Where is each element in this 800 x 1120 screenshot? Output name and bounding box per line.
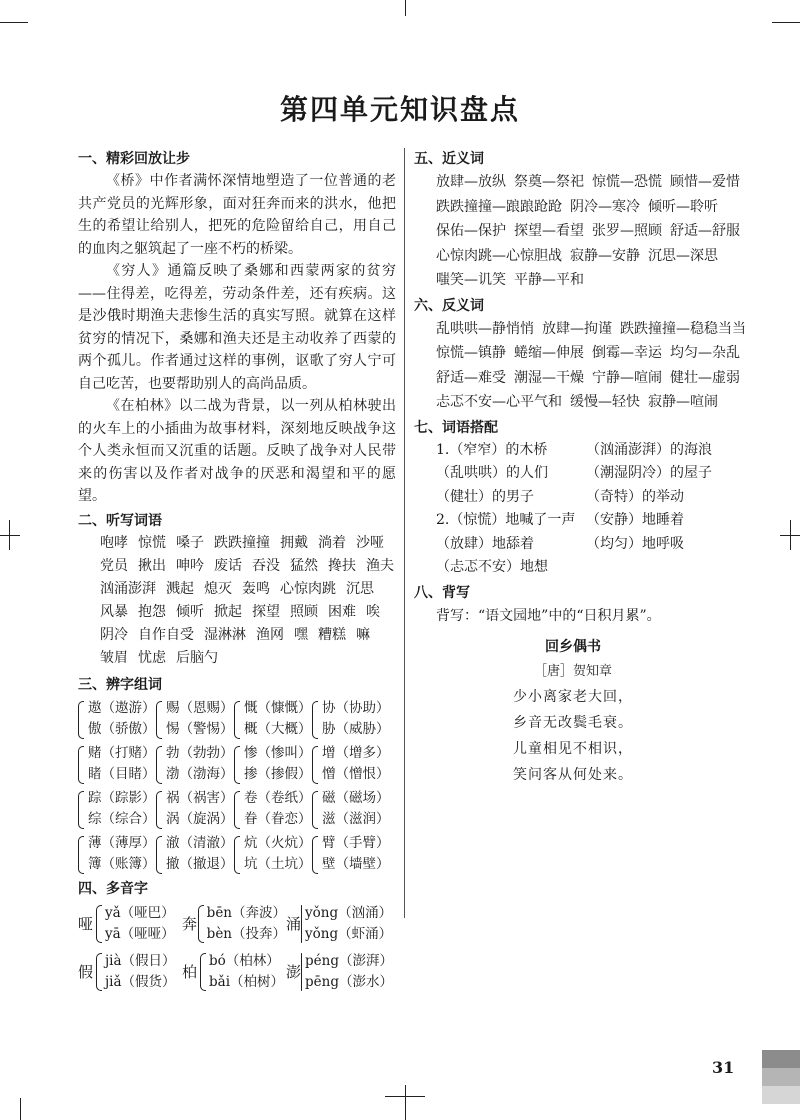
char-pair: [234, 788, 312, 831]
char-pair: [312, 743, 390, 786]
char-pair: [156, 743, 234, 786]
dictation-row: [78, 555, 396, 578]
synonym-pair: 探望—看望: [514, 223, 584, 239]
synonym-pair: 平静—平和: [514, 272, 584, 288]
dictation-word: 废话: [214, 557, 242, 574]
pair-word: 遨（遨游）: [88, 699, 156, 716]
polyphone-readings: [305, 903, 392, 945]
pair-word: 胁（威胁）: [322, 720, 390, 737]
dictation-word: 渔网: [256, 626, 284, 643]
pair-word: 掺（掺假）: [244, 765, 312, 782]
crop-mark-left-mid-h: [0, 535, 20, 536]
polyphone-reading: bèn（投奔）: [206, 925, 286, 942]
antonym-list: [414, 317, 746, 415]
polyphone-readings: [105, 951, 176, 993]
char-pair: [234, 833, 312, 876]
char-pairs-grid: [78, 698, 396, 876]
antonym-pair: 潮湿—干燥: [514, 369, 584, 386]
collocation-item: （忐忑不安）地想: [436, 559, 548, 575]
polyphone-reading: bēn（奔波）: [206, 904, 286, 921]
antonym-pair: 宁静—喧闹: [592, 369, 662, 386]
pair-word: 磁（磁场）: [322, 789, 390, 806]
collocation-row: [414, 509, 732, 533]
section5-heading: 五、近义词: [414, 151, 484, 167]
synonym-pair: 沉思—深思: [648, 247, 718, 264]
synonym-list: [414, 170, 740, 293]
polyphone-readings: [105, 903, 175, 945]
antonym-pair: 蜷缩—伸展: [514, 345, 584, 361]
pair-word: 傲（骄傲）: [88, 720, 156, 737]
poem-author: ［唐］贺知章: [533, 664, 612, 679]
dictation-word: 惊慌: [138, 534, 166, 551]
polyphone-item: [78, 950, 182, 994]
collocation-item: （安静）地睡着: [586, 512, 684, 528]
pair-word: 协（协助）: [322, 699, 390, 716]
brace-icon: [312, 791, 318, 829]
synonym-pair: 阴冷—寒冷: [570, 198, 640, 215]
pair-word: 概（大概）: [244, 720, 312, 737]
crop-mark-left-mid-v: [9, 520, 10, 550]
crop-mark-bottom-left-v: [20, 1098, 21, 1120]
dictation-word: 糟糕: [318, 626, 346, 643]
polyphone-readings: [305, 951, 393, 993]
dictation-word: 嘛: [356, 626, 370, 643]
brace-icon: [312, 746, 318, 784]
char-pair: [234, 698, 312, 741]
pair-word: 滋（滋润）: [322, 810, 390, 827]
brace-icon: [200, 953, 206, 991]
char-pair: [156, 833, 234, 876]
crop-mark-top-right-h: [772, 22, 800, 23]
polyphone-reading: pēng（澎水）: [305, 973, 393, 990]
collocation-item: （放肆）地舔着: [436, 535, 534, 552]
poem: [414, 634, 732, 788]
right-column: [414, 148, 746, 788]
char-pair: [156, 698, 234, 741]
polyphone-char: 柏: [182, 963, 198, 981]
crop-mark-top-left-h: [0, 22, 28, 23]
section1-paragraph: 《穷人》通篇反映了桑娜和西蒙两家的贫穷——住得差，吃得差，劳动条件差，还有疾病。这是沙俄时期渔夫悲惨生活的真实写照。就算在这样贫穷的情况下，桑娜和渔夫还是主动收养了西蒙的两个孤儿。作者通过这样的事例，讴歌了穷人宁可自己吃苦，也要帮助别人的高尚品质。: [78, 263, 396, 392]
pair-word: 睹（目睹）: [88, 765, 156, 782]
dictation-word: 咆哮: [100, 534, 128, 551]
synonym-pair: 祭奠—祭祀: [514, 174, 584, 190]
pair-word: 澈（清澈）: [166, 834, 234, 851]
poem-line: 笑问客从何处来。: [513, 767, 633, 783]
synonym-pair: 嗤笑—讥笑: [436, 272, 506, 288]
char-pair: [312, 833, 390, 876]
synonym-pair: 放肆—放纵: [436, 174, 506, 190]
dictation-word: 轰鸣: [242, 580, 270, 597]
antonym-pair: 惊慌—镇静: [436, 345, 506, 361]
collocation-list: [414, 439, 732, 580]
collocation-item: （乱哄哄）的人们: [436, 465, 548, 481]
pair-word: 撤（撤退）: [166, 855, 234, 872]
brace-icon: [312, 836, 318, 874]
collocation-item: 1.（窄窄）的木桥: [436, 441, 548, 458]
brace-icon: [234, 746, 240, 784]
dictation-word: 倾听: [176, 603, 204, 620]
page-title: 第四单元知识盘点: [279, 93, 520, 126]
section8-heading: 八、背写: [414, 584, 470, 601]
antonym-pair: 倒霉—幸运: [592, 345, 662, 361]
brace-icon: [78, 791, 84, 829]
dictation-word: 嘿: [294, 626, 308, 643]
synonym-pair: 张罗—照顾: [592, 223, 662, 239]
polyphone-char: 奔: [182, 915, 198, 933]
dictation-word: 揪出: [138, 557, 166, 574]
antonym-pair: 健壮—虚弱: [670, 369, 740, 386]
antonym-pair: 忐忑不安—心平气和: [436, 394, 562, 410]
pair-word: 赐（恩赐）: [166, 699, 234, 716]
dictation-row: [78, 601, 396, 624]
dictation-word: 探望: [252, 603, 280, 620]
brace-icon: [156, 746, 162, 784]
polyphone-item: [286, 950, 393, 994]
collocation-row: [414, 533, 732, 557]
poem-line: 儿童相见不相识，: [513, 741, 633, 757]
brace-icon: [78, 701, 84, 739]
section2-heading: 二、听写词语: [78, 512, 162, 529]
pair-word: 憎（憎恨）: [322, 765, 390, 782]
collocation-row: [414, 439, 732, 463]
char-pair: [78, 788, 156, 831]
brace-icon: [156, 791, 162, 829]
left-column: [78, 148, 396, 994]
synonym-row: [414, 244, 732, 269]
page-tab-light: [762, 1086, 800, 1104]
dictation-word: 心惊肉跳: [280, 580, 336, 597]
brace-icon: [96, 905, 102, 943]
antonym-pair: 乱哄哄—静悄悄: [436, 320, 534, 337]
polyphone-reading: yǒng（虾涌）: [305, 925, 393, 942]
dictation-word: 皱眉: [100, 649, 128, 666]
antonym-row: [414, 366, 740, 391]
dictation-word: 渔夫: [366, 557, 394, 574]
dictation-row: [78, 624, 396, 647]
pair-word: 臂（手臂）: [322, 834, 390, 851]
brace-icon: [96, 953, 102, 991]
brace-icon: [234, 701, 240, 739]
page-tab-dark: [762, 1050, 800, 1068]
poem-line: 乡音无改鬓毛衰。: [513, 715, 633, 731]
char-pair: [312, 698, 390, 741]
pair-word: 薄（薄厚）: [88, 834, 156, 851]
dictation-word: 淌着: [318, 534, 346, 551]
dictation-word: 阴冷: [100, 626, 128, 643]
polyphone-item: [286, 902, 393, 946]
polyphone-char: 假: [78, 963, 94, 981]
polyphone-reading: yā（哑哑）: [105, 925, 175, 942]
brace-icon: [234, 791, 240, 829]
dictation-word: 照顾: [290, 603, 318, 620]
collocation-item: （汹涌澎湃）的海浪: [586, 441, 712, 458]
dictation-word: 掀起: [214, 603, 242, 620]
polyphone-readings: [207, 903, 286, 945]
synonym-pair: 惊慌—恐慌: [592, 174, 662, 190]
antonym-pair: 均匀—杂乱: [670, 345, 740, 361]
antonym-pair: 寂静—喧闹: [648, 394, 718, 410]
pair-word: 增（增多）: [322, 744, 390, 761]
char-pair: [312, 788, 390, 831]
pair-word: 涡（旋涡）: [166, 810, 234, 827]
dictation-word: 湿淋淋: [204, 626, 246, 643]
pair-word: 渤（渤海）: [166, 765, 234, 782]
section7-heading: 七、词语搭配: [414, 419, 498, 436]
char-pair: [78, 743, 156, 786]
polyphone-reading: jià（假日）: [105, 952, 176, 969]
dictation-word: 唉: [366, 603, 380, 620]
crop-mark-bottom-mid-v: [405, 1085, 406, 1120]
polyphone-readings: [209, 951, 284, 993]
pair-word: 惨（惨叫）: [244, 744, 312, 761]
crop-mark-right-mid-v: [790, 520, 791, 550]
collocation-item: 2.（惊慌）地喊了一声: [436, 512, 576, 528]
polyphone-item: [182, 902, 286, 946]
synonym-pair: 舒适—舒服: [670, 223, 740, 239]
dictation-row: [78, 532, 396, 555]
polyphone-item: [78, 902, 182, 946]
char-pair: [156, 788, 234, 831]
dictation-word: 抱怨: [138, 603, 166, 620]
synonym-row: [414, 268, 732, 293]
page-number: 31: [712, 1058, 735, 1077]
pair-word: 簿（账簿）: [88, 855, 156, 872]
dictation-word: 猛然: [290, 557, 318, 574]
antonym-row: [414, 390, 732, 415]
polyphone-reading: jiǎ（假货）: [105, 973, 176, 990]
dictation-word: 自作自受: [138, 626, 194, 643]
dictation-word: 搀扶: [328, 557, 356, 574]
dictation-word: 党员: [100, 557, 128, 574]
pair-word: 慨（慷慨）: [244, 699, 312, 716]
char-pair: [78, 833, 156, 876]
brace-icon: [198, 905, 204, 943]
pair-word: 赌（打赌）: [88, 744, 156, 761]
pair-word: 勃（勃勃）: [166, 744, 234, 761]
dictation-word: 沙哑: [356, 534, 384, 551]
pair-word: 祸（祸害）: [166, 789, 234, 806]
page-tab-mid: [762, 1068, 800, 1086]
synonym-row: [414, 219, 740, 244]
brace-icon: [78, 836, 84, 874]
dictation-word: 溅起: [166, 580, 194, 597]
synonym-pair: 跌跌撞撞—踉踉跄跄: [436, 198, 562, 215]
dictation-word-list: [78, 532, 396, 670]
synonym-row: [414, 195, 732, 220]
pair-word: 眷（眷恋）: [244, 810, 312, 827]
synonym-pair: 寂静—安静: [570, 247, 640, 264]
pair-word: 踪（踪影）: [88, 789, 156, 806]
recitation-instruction: 背写：“语文园地”中的“日积月累”。: [436, 607, 661, 624]
synonym-pair: 倾听—聆听: [648, 198, 718, 215]
crop-mark-top-mid: [405, 0, 406, 16]
dictation-word: 呻吟: [176, 557, 204, 574]
char-pair: [234, 743, 312, 786]
dictation-word: 沉思: [346, 580, 374, 597]
antonym-pair: 舒适—难受: [436, 369, 506, 386]
polyphone-grid: [78, 902, 396, 994]
section4-heading: 四、多音字: [78, 880, 148, 897]
antonym-pair: 缓慢—轻快: [570, 394, 640, 410]
char-pair: [78, 698, 156, 741]
section3-heading: 三、辨字组词: [78, 676, 162, 693]
collocation-row: [414, 486, 732, 510]
section1-paragraph: 《桥》中作者满怀深情地塑造了一位普通的老共产党员的光辉形象，面对狂奔而来的洪水，他把生的希望让给别人，把死的危险留给自己，用自己的血肉之躯筑起了一座不朽的桥梁。: [78, 173, 396, 257]
dictation-word: 跌跌撞撞: [214, 534, 270, 551]
polyphone-char: 涌: [286, 915, 302, 933]
brace-icon: [156, 836, 162, 874]
polyphone-reading: yǎ（哑巴）: [105, 904, 175, 921]
pair-word: 坑（土坑）: [244, 855, 312, 872]
section1-paragraph: 《在柏林》以二战为背景，以一列从柏林驶出的火车上的小插曲为故事材料，深刻地反映战争这个人类永恒而又沉重的话题。反映了战争对人民带来的伤害以及作者对战争的厌恶和渴望和平的愿望。: [78, 398, 396, 504]
polyphone-reading: yǒng（汹涌）: [305, 904, 393, 921]
polyphone-char: 澎: [286, 963, 302, 981]
section6-heading: 六、反义词: [414, 297, 484, 314]
brace-icon: [78, 746, 84, 784]
pair-word: 综（综合）: [88, 810, 156, 827]
synonym-pair: 心惊肉跳—心惊胆战: [436, 247, 562, 264]
brace-icon: [156, 701, 162, 739]
antonym-pair: 跌跌撞撞—稳稳当当: [620, 320, 746, 337]
brace-icon: [234, 836, 240, 874]
synonym-pair: 顾惜—爱惜: [670, 174, 740, 190]
collocation-item: （均匀）地呼吸: [586, 535, 684, 552]
collocation-row: [414, 556, 732, 580]
antonym-row: [414, 341, 740, 366]
collocation-item: （潮湿阴冷）的屋子: [586, 465, 712, 481]
antonym-row: [414, 317, 746, 342]
pair-word: 惕（警惕）: [166, 720, 234, 737]
poem-title: 回乡偶书: [545, 639, 601, 655]
polyphone-reading: bǎi（柏树）: [209, 973, 285, 990]
polyphone-item: [182, 950, 286, 994]
dictation-word: 忧虑: [138, 649, 166, 666]
dictation-word: 汹涌澎湃: [100, 580, 156, 597]
dictation-word: 吞没: [252, 557, 280, 574]
brace-icon: [301, 905, 302, 943]
dictation-row: [78, 578, 396, 601]
antonym-pair: 放肆—拘谨: [542, 320, 612, 337]
synonym-pair: 保佑—保护: [436, 223, 506, 239]
dictation-word: 困难: [328, 603, 356, 620]
section1-heading: 一、精彩回放让步: [78, 151, 190, 167]
dictation-word: 拥戴: [280, 534, 308, 551]
collocation-item: （健壮）的男子: [436, 488, 534, 505]
synonym-row: [414, 170, 740, 195]
collocation-item: （奇特）的举动: [586, 488, 684, 505]
polyphone-reading: péng（澎湃）: [305, 952, 393, 969]
pair-word: 壁（墙壁）: [322, 855, 390, 872]
brace-icon: [301, 953, 302, 991]
polyphone-reading: bó（柏林）: [209, 952, 280, 969]
dictation-row: [78, 647, 396, 670]
dictation-word: 风暴: [100, 603, 128, 620]
dictation-word: 熄灭: [204, 580, 232, 597]
dictation-word: 后脑勺: [176, 649, 218, 666]
brace-icon: [312, 701, 318, 739]
poem-line: 少小离家老大回，: [513, 689, 633, 705]
pair-word: 卷（卷纸）: [244, 789, 312, 806]
polyphone-char: 哑: [78, 915, 94, 933]
dictation-word: 嗓子: [176, 534, 204, 551]
column-divider: [404, 148, 405, 918]
pair-word: 炕（火炕）: [244, 834, 312, 851]
collocation-row: [414, 462, 732, 486]
